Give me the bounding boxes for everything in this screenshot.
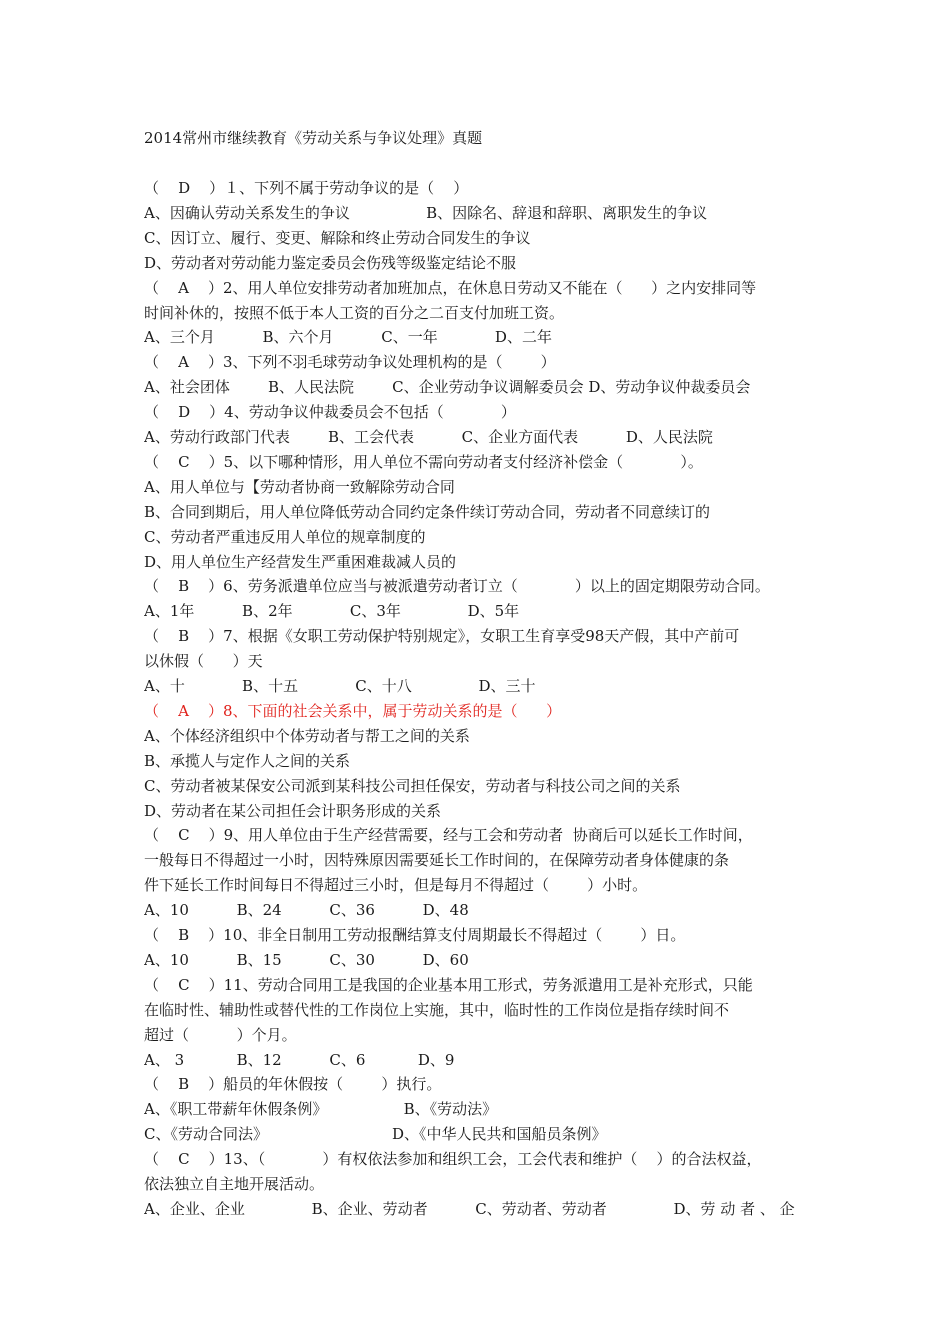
text-line: （ B ）6、劳务派遣单位应当与被派遣劳动者订立（ ）以上的固定期限劳动合同。 [144, 577, 770, 596]
text-line: D、劳动者对劳动能力鉴定委员会伤残等级鉴定结论不服 [144, 253, 517, 272]
text-line: 超过（ ）个月。 [144, 1025, 297, 1044]
text-line: （ D ）4、劳动争议仲裁委员会不包括（ ） [144, 403, 516, 422]
text-line: A、十 B、十五 C、十八 D、三十 [144, 677, 536, 695]
text-line: （ B ）10、非全日制用工劳动报酬结算支付周期最长不得超过（ ）日。 [144, 926, 686, 944]
text-line: （ C ）13、（ ）有权依法参加和组织工会，工会代表和维护（ ）的合法权益， [144, 1150, 762, 1169]
text-line: B、承揽人与定作人之间的关系 [144, 751, 351, 770]
text-line: A、个体经济组织中个体劳动者与帮工之间的关系 [144, 726, 470, 745]
text-line: （ C ）5、以下哪种情形，用人单位不需向劳动者支付经济补偿金（ ）。 [144, 452, 703, 471]
text-line: （ B ）7、根据《女职工劳动保护特别规定》，女职工生育享受98天产假，其中产前可 [144, 627, 740, 646]
text-line: 时间补休的，按照不低于本人工资的百分之二百支付加班工资。 [144, 303, 565, 322]
text-line: （ D ）１、下列不属于劳动争议的是（ ） [144, 179, 469, 197]
text-line: A、10 B、24 C、36 D、48 [144, 901, 469, 920]
text-line: D、劳动者在某公司担任会计职务形成的关系 [144, 801, 442, 820]
text-line: A、因确认劳动关系发生的争议 B、因除名、辞退和辞职、离职发生的争议 [144, 203, 708, 222]
text-line: A、 3 B、12 C、6 D、9 [144, 1050, 455, 1069]
text-line: A、《职工带薪年休假条例》 B、《劳动法》 [144, 1100, 498, 1119]
text-line: C、劳动者被某保安公司派到某科技公司担任保安，劳动者与科技公司之间的关系 [144, 776, 681, 795]
text-line: 一般每日不得超过一小时，因特殊原因需要延长工作时间的，在保障劳动者身体健康的条 [144, 851, 730, 870]
text-line: D、用人单位生产经营发生严重困难裁减人员的 [144, 552, 457, 571]
text-line: 件下延长工作时间每日不得超过三小时，但是每月不得超过（ ）小时。 [144, 876, 648, 895]
text-line: （ B ）船员的年休假按（ ）执行。 [144, 1075, 442, 1094]
text-line: A、10 B、15 C、30 D、60 [144, 950, 469, 969]
text-line: C、《劳动合同法》 D、《中华人民共和国船员条例》 [144, 1125, 607, 1144]
text-line: A、1年 B、2年 C、3年 D、5年 [144, 602, 520, 621]
text-line: B、合同到期后，用人单位降低劳动合同约定条件续订劳动合同，劳动者不同意续订的 [144, 502, 711, 521]
text-line: A、三个月 B、六个月 C、一年 D、二年 [144, 328, 552, 347]
document-title: 2014常州市继续教育《劳动关系与争议处理》真题 [144, 129, 483, 147]
text-line: A、社会团体 B、人民法院 C、企业劳动争议调解委员会 D、劳动争议仲裁委员会 [144, 378, 751, 397]
text-line: （ A ）2、用人单位安排劳动者加班加点，在休息日劳动又不能在（ ）之内安排同等 [144, 278, 757, 297]
text-line: A、企业、企业 B、企业、劳动者 C、劳动者、劳动者 D、劳 动 者 、 企 [144, 1199, 795, 1218]
text-line: 在临时性、辅助性或替代性的工作岗位上实施，其中，临时性的工作岗位是指存续时间不 [144, 1000, 730, 1019]
text-line: （ C ）11、劳动合同用工是我国的企业基本用工形式，劳务派遣用工是补充形式，只能 [144, 975, 753, 994]
text-line: （ A ）8、下面的社会关系中，属于劳动关系的是（ ） [144, 701, 562, 720]
text-line: （ A ）3、下列不羽毛球劳动争议处理机构的是（ ） [144, 353, 556, 372]
text-line: 依法独立自主地开展活动。 [144, 1175, 325, 1193]
text-line: 以休假（ ）天 [144, 652, 263, 671]
text-line: C、因订立、履行、变更、解除和终止劳动合同发生的争议 [144, 228, 531, 247]
text-line: A、用人单位与【劳动者协商一致解除劳动合同 [144, 477, 455, 496]
text-line: A、劳动行政部门代表 B、工会代表 C、企业方面代表 D、人民法院 [144, 428, 713, 446]
text-line: （ C ）9、用人单位由于生产经营需要，经与工会和劳动者 协商后可以延长工作时间， [144, 826, 753, 845]
text-line: C、劳动者严重违反用人单位的规章制度的 [144, 527, 426, 546]
